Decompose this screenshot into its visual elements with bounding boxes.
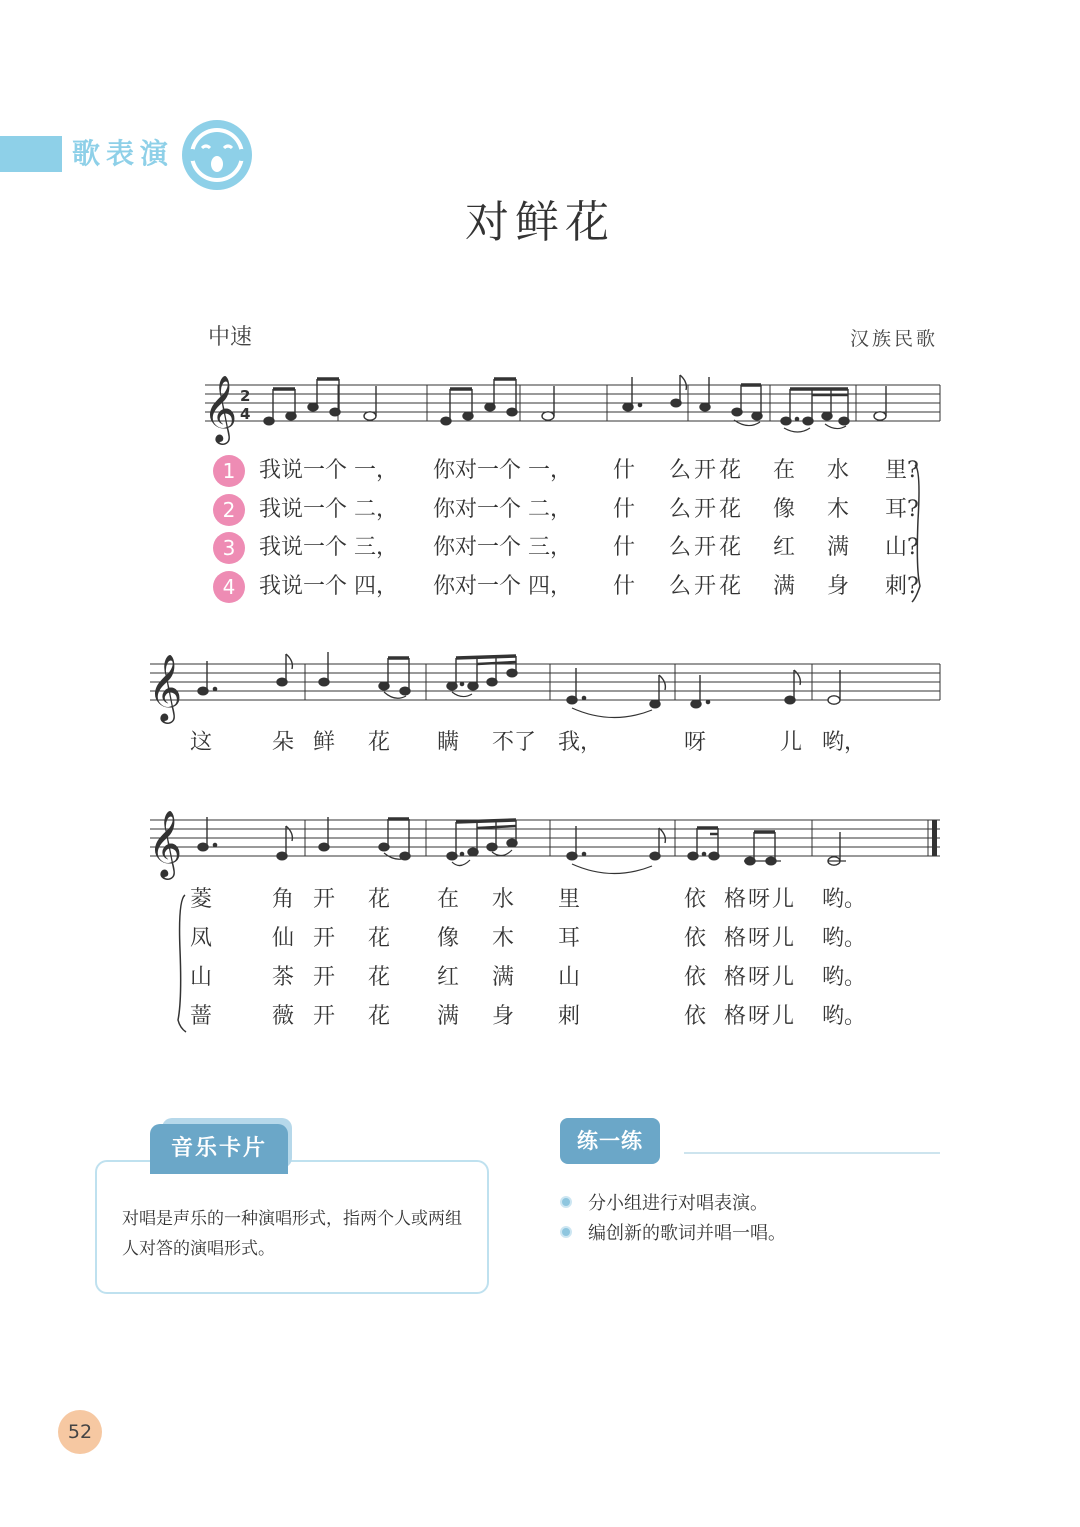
lyric-word: 儿 [780,730,803,755]
song-origin: 汉族民歌 [849,328,938,350]
lyric-word: 依 [684,1004,707,1029]
lyric-word: 哟。 [822,926,867,951]
lyric-word: 格呀儿 [724,1004,797,1029]
lyric-word: 茶 [272,965,295,990]
verse-lyric: 你对一个 三， [433,535,572,560]
verse-lyric: 刺? [885,574,919,599]
svg-text:𝄞: 𝄞 [148,809,183,877]
verse-lyric: 我说一个 四， [259,574,398,599]
lyric-word: 鲜 [313,730,336,755]
lyric-word: 菱 [190,887,213,912]
verse-lyric: 你对一个 四， [433,574,572,599]
lyric-word: 红 [437,965,460,990]
lyric-word: 我， [558,730,603,755]
verse-lyric: 满 [773,574,796,599]
verse-lyric: 什 [613,535,636,560]
lyric-word: 薇 [272,1004,295,1029]
staff-line-2 [150,664,940,700]
lyric-word: 满 [437,1004,460,1029]
lyric-word: 格呀儿 [724,965,797,990]
verse-lyric: 身 [827,574,850,599]
lyric-word: 凤 [190,926,213,951]
verse-number-badge: 4 [213,571,245,603]
lyric-word: 水 [492,887,515,912]
verse-number-badge: 1 [213,455,245,487]
section-tab-bar [0,136,62,172]
staff-line-3 [150,820,940,856]
lyric-word: 花 [368,730,391,755]
practice-title: 练一练 [560,1118,660,1164]
lyric-word: 哟。 [822,887,867,912]
lyric-word: 花 [368,926,391,951]
lyric-word: 朵 [272,730,295,755]
lyric-word: 花 [368,965,391,990]
practice-item [560,1220,786,1248]
lyric-word: 瞒 [437,730,460,755]
svg-text:𝄞: 𝄞 [203,374,238,442]
practice-item [560,1190,768,1218]
verse-lyric: 在 [773,458,796,483]
lyric-word: 刺 [558,1004,581,1029]
lyric-word: 呀 [684,730,707,755]
music-card-title: 音乐卡片 [150,1124,288,1174]
lyric-word: 仙 [272,926,295,951]
verse-lyric: 什 [613,497,636,522]
svg-text:2: 2 [240,387,251,405]
lyric-word: 木 [492,926,515,951]
verse-lyric: 红 [773,535,796,560]
lyric-word: 开 [313,887,336,912]
verse-lyric: 山? [885,535,919,560]
lyric-word: 开 [313,1004,336,1029]
lyric-word: 山 [558,965,581,990]
practice-divider [684,1152,940,1154]
lyric-word: 这 [190,730,213,755]
verse-lyric: 什 [613,574,636,599]
page-number: 52 [58,1410,102,1454]
verse-lyric: 木 [827,497,850,522]
tempo-marking: 中速 [208,325,253,350]
staff-line-1 [205,385,940,421]
singing-face-icon [180,118,254,192]
bullet-icon [560,1226,572,1238]
practice-item-text: 编创新的歌词并唱一唱。 [588,1223,786,1244]
lyric-word: 哟， [822,730,867,755]
verse-lyric: 耳? [885,497,919,522]
lyric-word: 蔷 [190,1004,213,1029]
verse-lyric: 我说一个 一， [259,458,398,483]
bullet-icon [560,1196,572,1208]
verse-lyric: 什 [613,458,636,483]
lyric-word: 耳 [558,926,581,951]
lyric-word: 身 [492,1004,515,1029]
lyric-word: 里 [558,887,581,912]
verse-lyric: 水 [827,458,850,483]
verse-lyric: 么开花 [669,574,745,599]
lyric-word: 哟。 [822,1004,867,1029]
lyric-word: 山 [190,965,213,990]
verse-lyric: 你对一个 二， [433,497,572,522]
lyric-word: 满 [492,965,515,990]
lyric-word: 像 [437,926,460,951]
music-card-text: 对唱是声乐的一种演唱形式，指两个人或两组人对答的演唱形式。 [122,1209,462,1259]
lyric-word: 依 [684,926,707,951]
verse-lyric: 么开花 [669,458,745,483]
lyric-word: 依 [684,887,707,912]
lyric-word: 花 [368,887,391,912]
lyric-word: 开 [313,965,336,990]
lyric-word: 开 [313,926,336,951]
verse-lyric: 像 [773,497,796,522]
practice-item-text: 分小组进行对唱表演。 [588,1193,768,1214]
verse-number-badge: 2 [213,494,245,526]
verse-lyric: 么开花 [669,535,745,560]
svg-text:𝄞: 𝄞 [148,653,183,721]
verse-lyric: 我说一个 二， [259,497,398,522]
verse-number-badge: 3 [213,532,245,564]
verse-lyric: 我说一个 三， [259,535,398,560]
lyric-word: 哟。 [822,965,867,990]
song-title: 对鲜花 [465,197,615,248]
svg-text:4: 4 [240,405,251,423]
lyric-word: 格呀儿 [724,926,797,951]
verse-lyric: 么开花 [669,497,745,522]
verse-lyric: 满 [827,535,850,560]
lyric-word: 不了 [492,730,537,755]
section-label: 歌表演 [72,137,175,170]
lyric-word: 依 [684,965,707,990]
verse-lyric: 里? [885,458,919,483]
lyric-word: 花 [368,1004,391,1029]
verse-lyric: 你对一个 一， [433,458,572,483]
lyric-word: 角 [272,887,295,912]
lyric-word: 格呀儿 [724,887,797,912]
lyric-word: 在 [437,887,460,912]
